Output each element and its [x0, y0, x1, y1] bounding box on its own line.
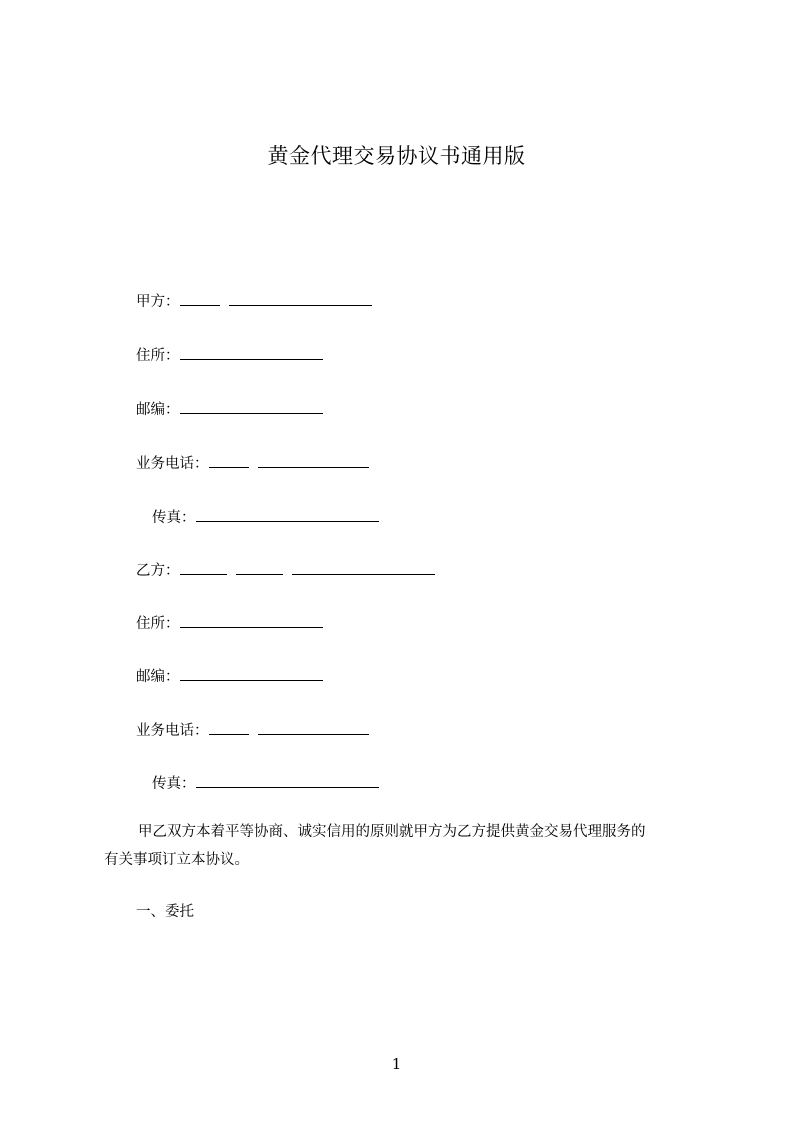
party-b-postcode-label: 邮编：: [136, 669, 180, 685]
party-a-label: 甲方：: [136, 294, 180, 310]
intro-line-2: 有关事项订立本协议。: [104, 852, 249, 868]
party-b-fax-blank: [196, 772, 379, 788]
party-a-phone-blank-short: [209, 452, 249, 468]
party-b-address-blank: [180, 612, 323, 628]
party-a-address-label: 住所：: [136, 348, 180, 364]
party-a-phone-row: [136, 452, 369, 474]
party-b-phone-row: [136, 719, 369, 741]
party-a-phone-blank-long: [258, 452, 369, 468]
page-number: 1: [391, 1055, 402, 1073]
party-a-postcode-label: 邮编：: [136, 402, 180, 418]
party-b-postcode-blank: [180, 665, 323, 681]
party-a-postcode-row: [136, 398, 323, 420]
party-b-blank-2: [236, 559, 283, 575]
party-b-fax-row: [152, 772, 379, 794]
section-heading-entrust: 一、委托: [136, 904, 194, 920]
party-b-blank-3: [292, 559, 435, 575]
party-a-postcode-blank: [180, 398, 323, 414]
document-title: 黄金代理交易协议书通用版: [267, 144, 526, 168]
party-a-address-row: [136, 344, 323, 366]
party-a-blank-short: [180, 290, 220, 306]
party-b-phone-blank-long: [258, 719, 369, 735]
party-b-row: [136, 559, 435, 581]
party-a-phone-label: 业务电话：: [136, 456, 209, 472]
intro-paragraph: [104, 818, 704, 874]
party-b-phone-blank-short: [209, 719, 249, 735]
party-b-address-label: 住所：: [136, 616, 180, 632]
party-b-address-row: [136, 612, 323, 634]
party-b-blank-1: [180, 559, 227, 575]
party-b-fax-label: 传真：: [152, 776, 196, 792]
party-a-blank-long: [229, 290, 372, 306]
party-b-phone-label: 业务电话：: [136, 723, 209, 739]
party-b-label: 乙方：: [136, 563, 180, 579]
party-a-fax-label: 传真：: [152, 510, 196, 526]
party-a-fax-blank: [196, 506, 379, 522]
party-b-postcode-row: [136, 665, 323, 687]
party-a-address-blank: [180, 344, 323, 360]
party-a-fax-row: [152, 506, 379, 528]
party-a-row: [136, 290, 372, 312]
intro-line-1: 甲乙双方本着平等协商、诚实信用的原则就甲方为乙方提供黄金交易代理服务的: [138, 824, 646, 840]
